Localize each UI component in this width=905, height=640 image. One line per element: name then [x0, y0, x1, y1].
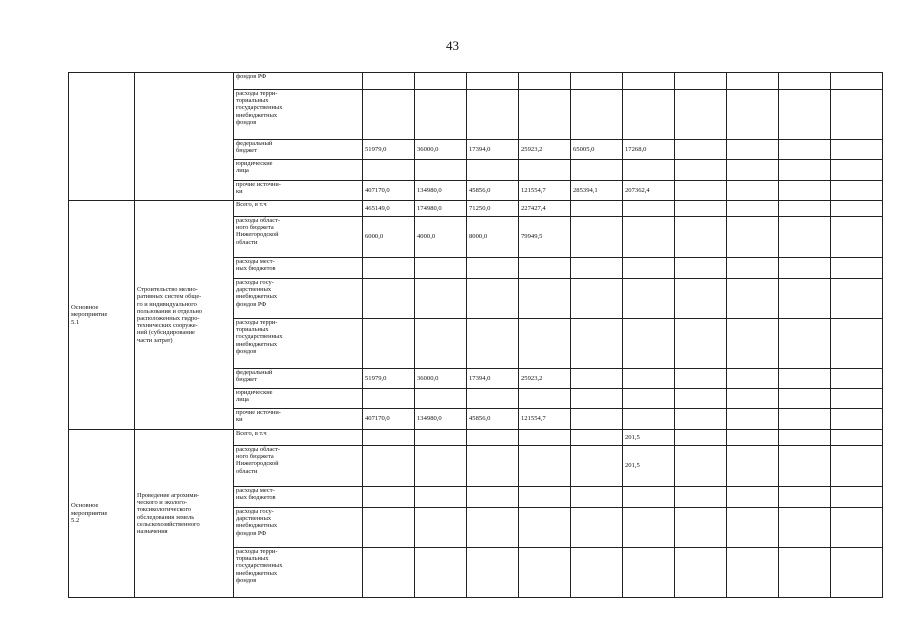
value-cell	[623, 389, 675, 409]
value-cell: 17394,0	[467, 369, 519, 389]
value-cell	[675, 446, 727, 487]
value-cell	[623, 409, 675, 430]
funding-source-cell	[234, 73, 363, 90]
value-cell	[831, 389, 883, 409]
cell-text-line: внебюджетных	[236, 569, 278, 577]
value-cell	[467, 487, 519, 508]
value-cell	[675, 258, 727, 279]
value-cell	[623, 90, 675, 140]
cell-text-line: прочие источни-	[236, 181, 281, 188]
cell-text-line: внебюджетных	[236, 293, 278, 301]
table-row	[69, 430, 883, 446]
value-cell	[467, 430, 519, 446]
value-cell	[467, 548, 519, 598]
value-cell	[571, 201, 623, 217]
value-cell	[779, 319, 831, 369]
value-cell	[727, 319, 779, 369]
value-cell	[415, 73, 467, 90]
funding-source-cell	[234, 160, 363, 181]
budget-table	[68, 72, 883, 598]
cell-text-line: фондов	[236, 118, 257, 126]
cell-text-line: области	[236, 467, 258, 475]
value-cell	[779, 73, 831, 90]
value-cell	[363, 389, 415, 409]
value-cell	[831, 181, 883, 201]
value-cell: 121554,7	[519, 409, 571, 430]
cell-text-line: Нижегородской	[236, 231, 279, 239]
cell-text-line: ки	[236, 416, 243, 424]
value-cell: 25923,2	[519, 140, 571, 160]
value-cell: 465149,0	[363, 201, 415, 217]
value-cell: 51979,0	[363, 140, 415, 160]
value-cell	[675, 279, 727, 319]
value-cell	[779, 140, 831, 160]
cell-text-line: ративных систем обще-	[137, 293, 202, 301]
value-cell	[675, 73, 727, 90]
cell-text-line: технических сооруже-	[137, 322, 198, 330]
cell-text-line: пользования и отдельно	[137, 307, 203, 315]
value-cell	[727, 508, 779, 548]
value-cell: 134980,0	[415, 181, 467, 201]
value-cell: 6000,0	[363, 217, 415, 258]
funding-source-cell	[234, 487, 363, 508]
cell-text-line: фондов РФ	[236, 300, 267, 308]
value-cell	[415, 258, 467, 279]
value-cell	[831, 160, 883, 181]
value-cell: 79949,5	[519, 217, 571, 258]
value-cell: 227427,4	[519, 201, 571, 217]
table-row	[69, 201, 883, 217]
cell-text-line: государственных	[236, 104, 283, 112]
cell-text-line: федеральный	[236, 369, 273, 376]
funding-source-cell	[234, 140, 363, 160]
value-cell: 36000,0	[415, 140, 467, 160]
value-cell	[623, 258, 675, 279]
cell-text-line: федеральный	[236, 140, 273, 147]
cell-text-line: расходы терри-	[236, 90, 278, 97]
value-cell	[467, 258, 519, 279]
value-cell: 51979,0	[363, 369, 415, 389]
value-cell	[571, 90, 623, 140]
value-cell	[779, 181, 831, 201]
value-cell	[623, 160, 675, 181]
value-cell	[363, 446, 415, 487]
value-cell	[727, 487, 779, 508]
value-cell	[363, 73, 415, 90]
value-cell	[831, 446, 883, 487]
value-cell	[415, 446, 467, 487]
cell-text-line: лица	[236, 167, 249, 175]
value-cell	[623, 73, 675, 90]
value-cell	[415, 508, 467, 548]
value-cell: 201,5	[623, 430, 675, 446]
value-cell	[675, 319, 727, 369]
value-cell	[571, 217, 623, 258]
value-cell	[831, 73, 883, 90]
value-cell	[675, 217, 727, 258]
value-cell	[415, 90, 467, 140]
cell-text-line: внебюджетных	[236, 111, 278, 119]
value-cell	[363, 548, 415, 598]
value-cell	[727, 90, 779, 140]
value-cell	[623, 279, 675, 319]
value-cell	[675, 430, 727, 446]
cell-text-line: государственных	[236, 562, 283, 570]
value-cell	[363, 258, 415, 279]
value-cell	[831, 217, 883, 258]
value-cell	[779, 258, 831, 279]
value-cell	[675, 548, 727, 598]
cell-text-line: дарственных	[236, 286, 272, 294]
cell-text-line: внебюджетных	[236, 340, 278, 348]
value-cell	[623, 508, 675, 548]
value-cell	[519, 508, 571, 548]
value-cell	[415, 430, 467, 446]
value-cell	[571, 508, 623, 548]
value-cell	[727, 201, 779, 217]
value-cell	[363, 508, 415, 548]
cell-text-line: го и индивидуального	[137, 300, 197, 308]
cell-text-line: 5.2	[71, 517, 80, 525]
value-cell	[623, 487, 675, 508]
value-cell	[571, 160, 623, 181]
value-cell	[779, 369, 831, 389]
value-cell	[779, 508, 831, 548]
value-cell	[519, 258, 571, 279]
cell-text-line: расходы госу-	[236, 508, 274, 515]
funding-source-cell	[234, 319, 363, 369]
value-cell: 71250,0	[467, 201, 519, 217]
value-cell	[519, 90, 571, 140]
value-cell	[467, 508, 519, 548]
value-cell: 45856,0	[467, 409, 519, 430]
value-cell	[831, 90, 883, 140]
value-cell	[831, 319, 883, 369]
cell-text-line: ных бюджетов	[236, 265, 276, 273]
cell-text-line: Проведение агрохими-	[137, 491, 199, 499]
cell-text-line: расходы област-	[236, 217, 280, 224]
value-cell	[779, 446, 831, 487]
cell-text-line: ки	[236, 188, 243, 196]
value-cell	[831, 487, 883, 508]
value-cell: 407170,0	[363, 409, 415, 430]
value-cell	[519, 160, 571, 181]
funding-source-cell	[234, 201, 363, 217]
cell-text-line: назначения	[137, 527, 168, 535]
value-cell	[571, 487, 623, 508]
funding-source-cell	[234, 279, 363, 319]
value-cell	[519, 279, 571, 319]
value-cell: 121554,7	[519, 181, 571, 201]
value-cell: 8000,0	[467, 217, 519, 258]
value-cell	[415, 319, 467, 369]
value-cell	[831, 279, 883, 319]
value-cell	[727, 409, 779, 430]
value-cell	[779, 201, 831, 217]
value-cell	[623, 217, 675, 258]
value-cell	[467, 389, 519, 409]
cell-text-line: ных бюджетов	[236, 494, 276, 502]
cell-text-line: 5.1	[71, 318, 80, 326]
value-cell	[727, 548, 779, 598]
value-cell	[467, 279, 519, 319]
value-cell: 4000,0	[415, 217, 467, 258]
value-cell	[727, 140, 779, 160]
value-cell	[467, 446, 519, 487]
cell-text-line: фондов РФ	[236, 529, 267, 537]
cell-text-line: области	[236, 238, 258, 246]
value-cell	[519, 446, 571, 487]
value-cell	[675, 140, 727, 160]
cell-text-line: дарственных	[236, 515, 272, 523]
cell-text-line: сельскохозяйственного	[137, 520, 200, 528]
cell-text-line: лица	[236, 396, 249, 404]
value-cell	[675, 90, 727, 140]
value-cell	[727, 430, 779, 446]
value-cell: 134980,0	[415, 409, 467, 430]
cell-text-line: ториальных	[236, 326, 269, 334]
cell-text-line: расходы мест-	[236, 487, 275, 494]
value-cell	[623, 201, 675, 217]
value-cell	[571, 369, 623, 389]
value-cell	[831, 508, 883, 548]
value-cell	[571, 258, 623, 279]
cell-text-line: расходы терри-	[236, 319, 278, 326]
value-cell	[415, 548, 467, 598]
value-cell	[675, 389, 727, 409]
funding-source-cell	[234, 217, 363, 258]
value-cell	[571, 548, 623, 598]
cell-text-line: расходы мест-	[236, 258, 275, 265]
value-cell	[831, 140, 883, 160]
cell-text-line: бюджет	[236, 147, 257, 155]
value-cell: 65005,0	[571, 140, 623, 160]
value-cell: 207362,4	[623, 181, 675, 201]
value-cell	[727, 217, 779, 258]
cell-text-line: юридические	[236, 389, 273, 396]
cell-text-line: Нижегородской	[236, 460, 279, 468]
funding-source-cell	[234, 430, 363, 446]
value-cell	[363, 279, 415, 319]
value-cell	[363, 160, 415, 181]
value-cell	[727, 160, 779, 181]
funding-source-cell	[234, 409, 363, 430]
value-cell	[779, 90, 831, 140]
event-description-cell	[135, 201, 234, 430]
cell-text-line: Всего, в т.ч	[236, 430, 267, 437]
cell-text-line: ного бюджета	[236, 224, 274, 232]
event-description-cell	[135, 73, 234, 201]
value-cell	[519, 548, 571, 598]
value-cell	[779, 160, 831, 181]
funding-source-cell	[234, 181, 363, 201]
value-cell	[831, 201, 883, 217]
value-cell	[779, 217, 831, 258]
value-cell	[415, 279, 467, 319]
value-cell	[831, 369, 883, 389]
cell-text-line: ческого и эколого-	[137, 499, 188, 507]
value-cell: 174980,0	[415, 201, 467, 217]
cell-text-line: Строительство мелио-	[137, 286, 198, 294]
value-cell: 201,5	[623, 446, 675, 487]
value-cell	[467, 73, 519, 90]
cell-text-line: мероприятие	[71, 509, 108, 517]
value-cell	[571, 279, 623, 319]
value-cell	[727, 73, 779, 90]
cell-text-line: ного бюджета	[236, 453, 274, 461]
value-cell	[363, 487, 415, 508]
page-number: 43	[446, 38, 459, 53]
value-cell	[363, 319, 415, 369]
value-cell	[727, 389, 779, 409]
value-cell	[415, 389, 467, 409]
value-cell	[519, 319, 571, 369]
value-cell	[675, 181, 727, 201]
value-cell	[571, 73, 623, 90]
value-cell	[519, 73, 571, 90]
cell-text-line: Всего, в т.ч	[236, 201, 267, 208]
value-cell	[571, 409, 623, 430]
value-cell	[675, 160, 727, 181]
funding-source-cell	[234, 258, 363, 279]
table-row	[69, 73, 883, 90]
cell-text-line: расходы област-	[236, 446, 280, 453]
cell-text-line: ториальных	[236, 555, 269, 563]
value-cell	[831, 258, 883, 279]
event-label-cell	[69, 201, 135, 430]
value-cell: 285394,1	[571, 181, 623, 201]
cell-text-line: расположенных гидро-	[137, 315, 200, 322]
cell-text-line: ториальных	[236, 97, 269, 105]
value-cell	[363, 90, 415, 140]
funding-source-cell	[234, 369, 363, 389]
value-cell	[415, 487, 467, 508]
value-cell	[571, 446, 623, 487]
value-cell: 17394,0	[467, 140, 519, 160]
value-cell	[571, 430, 623, 446]
funding-source-cell	[234, 548, 363, 598]
value-cell	[727, 279, 779, 319]
cell-text-line: Основное	[71, 303, 99, 311]
value-cell	[727, 369, 779, 389]
cell-text-line: расходы госу-	[236, 279, 274, 286]
event-label-cell	[69, 73, 135, 201]
cell-text-line: обследования земель	[137, 513, 195, 521]
value-cell	[779, 389, 831, 409]
cell-text-line: бюджет	[236, 376, 257, 384]
value-cell: 25923,2	[519, 369, 571, 389]
value-cell	[571, 319, 623, 369]
value-cell	[623, 319, 675, 369]
cell-text-line: Основное	[71, 502, 99, 510]
event-description-cell	[135, 430, 234, 598]
value-cell	[623, 548, 675, 598]
value-cell	[779, 487, 831, 508]
cell-text-line: мероприятие	[71, 311, 108, 319]
value-cell: 407170,0	[363, 181, 415, 201]
value-cell	[675, 201, 727, 217]
value-cell	[519, 389, 571, 409]
value-cell	[779, 409, 831, 430]
value-cell	[415, 160, 467, 181]
value-cell	[467, 160, 519, 181]
cell-text-line: расходы терри-	[236, 548, 278, 555]
cell-text-line: фондов	[236, 576, 257, 584]
value-cell: 36000,0	[415, 369, 467, 389]
cell-text-line: фондов	[236, 347, 257, 355]
funding-source-cell	[234, 446, 363, 487]
value-cell: 45856,0	[467, 181, 519, 201]
cell-text-line: части затрат)	[137, 336, 173, 344]
cell-text-line: фондов РФ	[236, 73, 267, 80]
value-cell	[831, 548, 883, 598]
cell-text-line: прочие источни-	[236, 409, 281, 416]
funding-source-cell	[234, 389, 363, 409]
funding-source-cell	[234, 90, 363, 140]
value-cell	[727, 181, 779, 201]
value-cell	[519, 487, 571, 508]
value-cell	[363, 430, 415, 446]
cell-text-line: государственных	[236, 333, 283, 341]
funding-source-cell	[234, 508, 363, 548]
value-cell	[727, 446, 779, 487]
value-cell	[779, 279, 831, 319]
value-cell	[831, 409, 883, 430]
value-cell	[675, 508, 727, 548]
value-cell	[571, 389, 623, 409]
value-cell	[467, 319, 519, 369]
value-cell	[623, 369, 675, 389]
value-cell: 17268,0	[623, 140, 675, 160]
value-cell	[831, 430, 883, 446]
value-cell	[779, 430, 831, 446]
value-cell	[675, 369, 727, 389]
value-cell	[675, 409, 727, 430]
cell-text-line: токсикологического	[137, 506, 192, 514]
value-cell	[519, 430, 571, 446]
cell-text-line: ний (субсидирование	[137, 329, 195, 337]
cell-text-line: внебюджетных	[236, 522, 278, 530]
value-cell	[779, 548, 831, 598]
event-label-cell	[69, 430, 135, 598]
value-cell	[467, 90, 519, 140]
cell-text-line: юридические	[236, 160, 273, 167]
value-cell	[675, 487, 727, 508]
value-cell	[727, 258, 779, 279]
